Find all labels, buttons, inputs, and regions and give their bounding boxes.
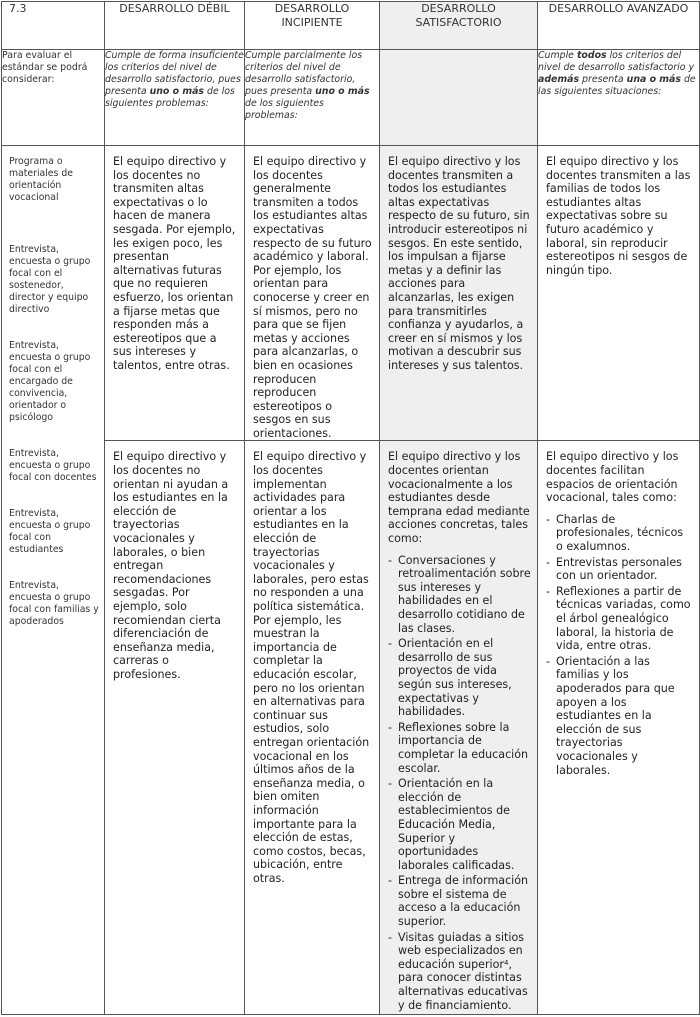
expectations-avanzado: El equipo directivo y los docentes transmiten a las familias de todos los estudiantes altas expectativas sobre su futuro académico y laboral, sin reproducir estereotipos ni sesgos de ningún tipo. [538,146,700,441]
source-item: Entrevista, encuesta o grupo focal con familias y apoderados [9,580,99,627]
rubric-table [1,1,700,1015]
intro-debil: Cumple de forma insuficiente los criterios del nivel de desarrollo satisfactorio, pues presenta uno o más de los siguientes problemas: [105,50,245,146]
evaluation-label: Para evaluar el estándar se podrá considerar: [2,50,105,146]
list-item: - Reflexiones sobre la importancia de completar la educación escolar. [388,721,531,775]
satisfactorio-actions-list [388,554,531,1013]
list-item: - Conversaciones y retroalimentación sobre sus intereses y habilidades en el desarrollo cotidiano de las clases. [388,554,531,636]
source-item: Entrevista, encuesta o grupo focal con el encargado de convivencia, orientador o psicólogo [9,340,91,423]
vocational-satisfactorio-intro: El equipo directivo y los docentes orientan vocacionalmente a los estudiantes desde temprana edad mediante acciones concretas, tales como: [388,450,530,546]
vocational-debil: El equipo directivo y los docentes no orientan ni ayudan a los estudiantes en la elección de trayectorias vocacionales y laborales, o bien entregan recomendaciones sesgadas. Por ejemplo, solo recomiendan cierta diferenciación de enseñanza media, carreras o profesiones. [105,441,245,1015]
expectations-satisfactorio: El equipo directivo y los docentes transmiten a todos los estudiantes altas expectativas respecto de su futuro, sin introducir estereotipos ni sesgos. En este sentido, los impulsan a fijarse metas y a definir las acciones para alcanzarlas, les exigen para transmitirles confianza y ayudarlos, a creer en sí mismos y los motivan a descubrir sus intereses y sus talentos. [380,146,538,441]
source-item: Programa o materiales de orientación vocacional [9,156,73,203]
list-item: - Reflexiones a partir de técnicas variadas, como el árbol genealógico laboral, la historia de vida, entre otras. [546,585,693,653]
list-item: - Orientación en la elección de establecimientos de Educación Media, Superior y oportunidades laborales calificadas. [388,777,531,872]
intro-avanzado: Cumple todos los criterios del nivel de desarrollo satisfactorio y además presenta una o más de las siguientes situaciones: [538,50,700,146]
list-item: - Charlas de profesionales, técnicos o exalumnos. [546,513,693,554]
source-item: Entrevista, encuesta o grupo focal con estudiantes [9,508,91,555]
level-incipiente-header: DESARROLLO INCIPIENTE [245,2,380,50]
header-row [2,2,700,50]
expectations-incipiente [245,146,380,441]
level-avanzado-header: DESARROLLO AVANZADO [538,2,700,50]
list-item: - Orientación en el desarrollo de sus proyectos de vida según sus intereses, expectativas y habilidades. [388,637,531,719]
list-item: - Orientación a las familias y los apoderados para que apoyen a los estudiantes en la elección de sus trayectorias vocacionales y laborales. [546,655,693,777]
avanzado-spaces-list [546,513,693,777]
criteria-row-expectations [2,146,700,441]
vocational-incipiente: El equipo directivo y los docentes implementan actividades para orientar a los estudiantes en la elección de trayectorias vocacionales y laborales, pero estas no responden a una política sistemática. Por ejemplo, les muestran la importancia de completar la educación escolar, pero no los orientan en alternativas para continuar sus estudios, solo entregan orientación vocacional en los últimos años de la enseñanza media, o bien omiten información importante para la elección de estas, como costos, becas, ubicación, entre otras. [245,441,380,1015]
standard-code: 7.3 [2,2,105,50]
level-satisfactorio-header: DESARROLLO SATISFACTORIO [380,2,538,50]
expectations-incipiente-continued: reproducen estereotipos o sesgos en sus orientaciones. [253,386,333,440]
list-item: - Visitas guiadas a sitios web especializados en educación superior⁴, para conocer distintas alternativas educativas y de financiamiento. [388,931,531,1013]
source-item: Entrevista, encuesta o grupo focal con docentes [9,448,97,483]
vocational-satisfactorio [380,441,538,1015]
intro-satisfactorio [380,50,538,146]
expectations-incipiente-text: El equipo directivo y los docentes generalmente transmiten a todos los estudiantes altas expectativas respecto de su futuro académico y laboral. Por ejemplo, los orientan para conocerse y creer en sí mismos, pero no para que se fijen metas y acciones para alcanzarlas, o bien en ocasiones reproducen [253,155,372,386]
list-item: - Entrevistas personales con un orientador. [546,556,693,583]
vocational-avanzado [538,441,700,1015]
source-item: Entrevista, encuesta o grupo focal con el sostenedor, director y equipo directivo [9,244,91,315]
vocational-avanzado-intro: El equipo directivo y los docentes facilitan espacios de orientación vocacional, tales como: [546,450,679,505]
expectations-debil: El equipo directivo y los docentes no transmiten altas expectativas o lo hacen de manera sesgada. Por ejemplo, les exigen poco, les presentan alternativas futuras que no requieren esfuerzo, los orientan a fijarse metas que responden más a estereotipos que a sus intereses y talentos, entre otras. [105,146,245,441]
intro-incipiente: Cumple parcialmente los criterios del nivel de desarrollo satisfactorio, pues presenta uno o más de los siguientes problemas: [245,50,380,146]
intro-row [2,50,700,146]
criteria-row-vocational [2,441,700,1015]
list-item: - Entrega de información sobre el sistema de acceso a la educación superior. [388,874,531,928]
evidence-sources [2,146,105,1015]
level-debil-header: DESARROLLO DÉBIL [105,2,245,50]
